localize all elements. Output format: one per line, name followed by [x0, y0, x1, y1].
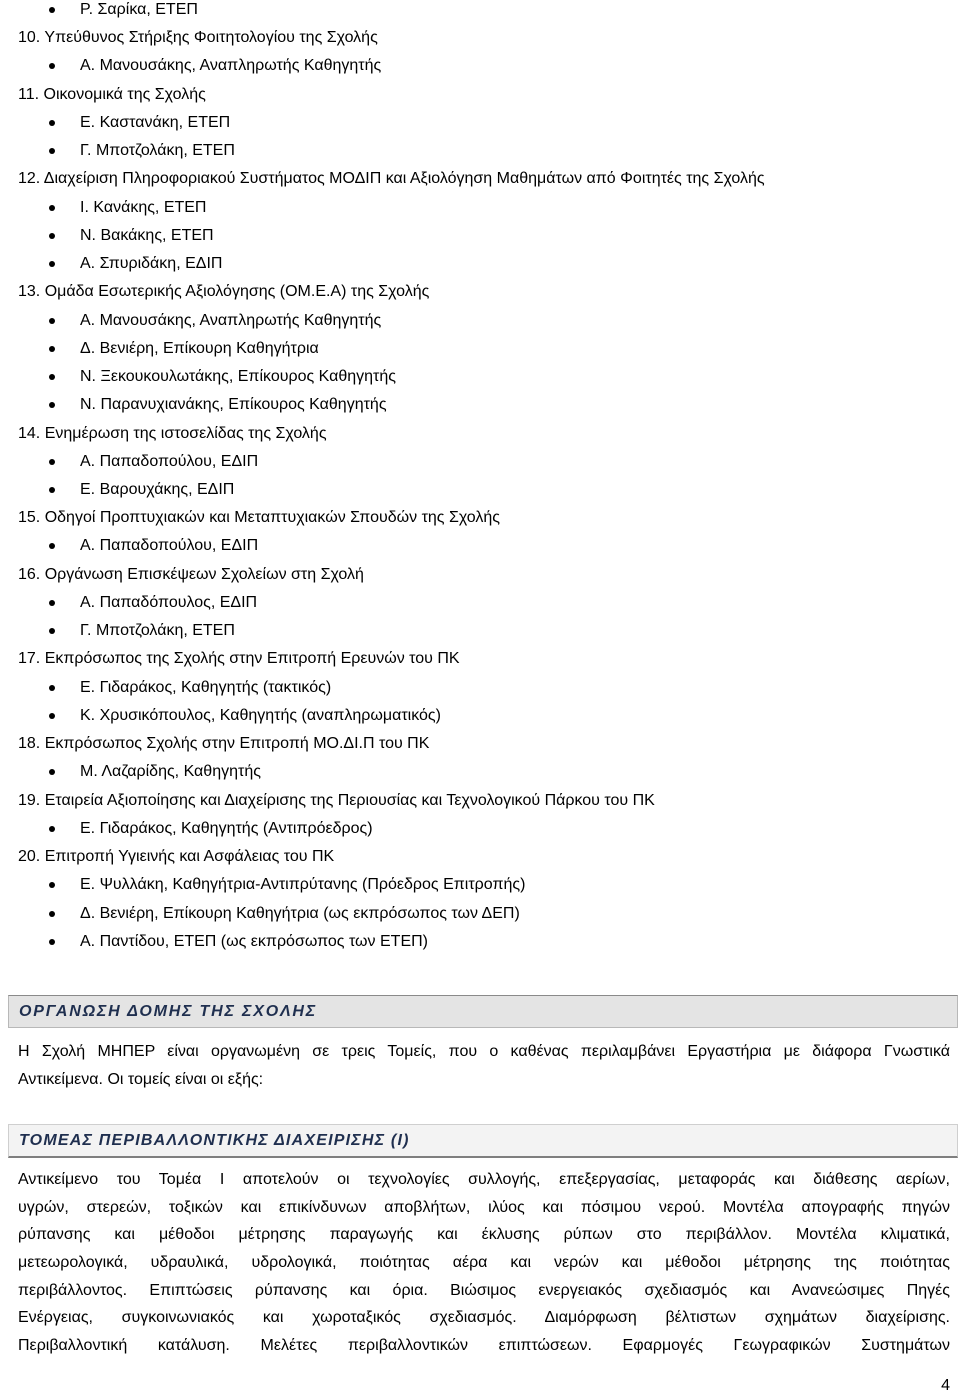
bullet-icon — [49, 7, 55, 13]
committee-title — [0, 24, 960, 52]
member-name-text: Α. Μανουσάκης, Αναπληρωτής Καθηγητής — [80, 57, 382, 75]
committee-title — [0, 420, 960, 448]
member-item — [0, 617, 960, 645]
member-item — [0, 871, 960, 899]
bullet-icon — [49, 148, 55, 154]
paragraph-line: υγρών, στερεών, τοξικών και επικίνδυνων αποβλήτων, ιλύος και πόσιμου νερού. Μοντέλα απογραφής πηγών — [18, 1198, 950, 1216]
member-item — [0, 674, 960, 702]
bullet-icon — [49, 543, 55, 549]
member-name-text: Κ. Χρυσικόπουλος, Καθηγητής (αναπληρωματικός) — [80, 706, 441, 724]
section-heading-structure-text: ΟΡΓΑΝΩΣΗ ΔΟΜΗΣ ΤΗΣ ΣΧΟΛΗΣ — [19, 1003, 318, 1020]
committee-title-text: 16. Οργάνωση Επισκέψεων Σχολείων στη Σχολή — [18, 565, 364, 583]
paragraph-line: Η Σχολή ΜΗΠΕΡ είναι οργανωμένη σε τρεις Τομείς, που ο καθένας περιλαμβάνει Εργαστήρια με διάφορα Γνωστικά — [18, 1043, 950, 1060]
member-name-text: Δ. Βενιέρη, Επίκουρη Καθηγήτρια (ως εκπρόσωπος των ΔΕΠ) — [80, 904, 520, 922]
member-item — [0, 448, 960, 476]
member-name-text: Δ. Βενιέρη, Επίκουρη Καθηγήτρια — [80, 339, 319, 357]
committee-title-text: 17. Εκπρόσωπος της Σχολής στην Επιτροπή Ερευνών του ΠΚ — [18, 650, 460, 668]
member-name-text: Ν. Παρανυχιανάκης, Επίκουρος Καθηγητής — [80, 396, 387, 414]
committee-title-text: 13. Ομάδα Εσωτερικής Αξιολόγησης (ΟΜ.Ε.Α) της Σχολής — [18, 283, 430, 301]
paragraph-line: περιβάλλοντος. Επιπτώσεις ρύπανσης και όρια. Βιώσιμος ενεργειακός σχεδιασμός και Ανανεώσιμες Πηγές — [18, 1281, 950, 1299]
committee-title-text: 12. Διαχείριση Πληροφοριακού Συστήματος ΜΟΔΙΠ και Αξιολόγηση Μαθημάτων από Φοιτητές της Σχολής — [18, 170, 765, 188]
bullet-icon — [49, 487, 55, 493]
bullet-icon — [49, 63, 55, 69]
paragraph-line: Περιβαλλοντική κατάλυση. Μελέτες περιβαλλοντικών επιπτώσεων. Εφαρμογές Γεωγραφικών Συστημάτων — [18, 1337, 950, 1355]
member-name-text: Ε. Ψυλλάκη, Καθηγήτρια-Αντιπρύτανης (Πρόεδρος Επιτροπής) — [80, 876, 526, 894]
member-name-text: Γ. Μποτζολάκη, ΕΤΕΠ — [80, 622, 235, 640]
member-item — [0, 391, 960, 419]
bullet-icon — [49, 911, 55, 917]
committee-title — [0, 278, 960, 306]
bullet-icon — [49, 826, 55, 832]
member-name-text: Α. Παπαδοπούλου, ΕΔΙΠ — [80, 537, 259, 555]
member-name-text: Α. Παπαδοπούλου, ΕΔΙΠ — [80, 452, 259, 470]
member-item — [0, 250, 960, 278]
member-item — [0, 758, 960, 786]
bullet-icon — [49, 600, 55, 606]
member-name-text: Α. Μανουσάκης, Αναπληρωτής Καθηγητής — [80, 311, 382, 329]
member-item — [0, 0, 960, 24]
member-item — [0, 222, 960, 250]
bullet-icon — [49, 713, 55, 719]
bullet-icon — [49, 628, 55, 634]
committee-title — [0, 843, 960, 871]
committee-title-text: 14. Ενημέρωση της ιστοσελίδας της Σχολής — [18, 424, 327, 442]
member-item — [0, 928, 960, 956]
bullet-icon — [49, 374, 55, 380]
committee-title-text: 20. Επιτροπή Υγιεινής και Ασφάλειας του ΠΚ — [18, 848, 335, 866]
committee-title-text: 11. Οικονομικά της Σχολής — [18, 85, 206, 103]
committee-title-text: 15. Οδηγοί Προπτυχιακών και Μεταπτυχιακών Σπουδών της Σχολής — [18, 509, 500, 527]
sector-1-paragraph — [18, 1166, 950, 1360]
bullet-icon — [49, 685, 55, 691]
bullet-icon — [49, 769, 55, 775]
member-name-text: Ε. Βαρουχάκης, ΕΔΙΠ — [80, 480, 235, 498]
bullet-icon — [49, 939, 55, 945]
structure-paragraph — [18, 1038, 950, 1094]
committee-title-text: 10. Υπεύθυνος Στήριξης Φοιτητολογίου της Σχολής — [18, 29, 378, 47]
member-item — [0, 900, 960, 928]
paragraph-line: μετεωρολογικά, υδραυλικά, υδρολογικά, ποιότητας αέρα και νερών και μέθοδοι μέτρησης της ποιότητας — [18, 1254, 950, 1272]
bullet-icon — [49, 882, 55, 888]
committee-title — [0, 165, 960, 193]
member-item — [0, 702, 960, 730]
section-heading-sector-1-text: ΤΟΜΕΑΣ ΠΕΡΙΒΑΛΛΟΝΤΙΚΗΣ ΔΙΑΧΕΙΡΙΣΗΣ (Ι) — [19, 1132, 410, 1149]
bullet-icon — [49, 233, 55, 239]
committee-title — [0, 730, 960, 758]
member-item — [0, 109, 960, 137]
member-name-text: Ι. Κανάκης, ΕΤΕΠ — [80, 198, 207, 216]
bullet-icon — [49, 402, 55, 408]
committee-title — [0, 645, 960, 673]
section-heading-sector-1 — [8, 1124, 958, 1158]
bullet-icon — [49, 346, 55, 352]
bullet-icon — [49, 459, 55, 465]
member-name-text: Ν. Ξεκουκουλωτάκης, Επίκουρος Καθηγητής — [80, 368, 396, 386]
paragraph-line: Αντικείμενα. Οι τομείς είναι οι εξής: — [18, 1071, 264, 1088]
section-heading-structure — [8, 995, 958, 1028]
paragraph-line: ρύπανσης και μέθοδοι μέτρησης παραγωγής και έκλυσης ρύπων στο περιβάλλον. Μοντέλα κλιματικά, — [18, 1226, 950, 1244]
bullet-icon — [49, 318, 55, 324]
member-name-text: Γ. Μποτζολάκη, ΕΤΕΠ — [80, 142, 235, 160]
bullet-icon — [49, 120, 55, 126]
member-name-text: Ν. Βακάκης, ΕΤΕΠ — [80, 226, 214, 244]
committee-title-text: 18. Εκπρόσωπος Σχολής στην Επιτροπή ΜΟ.ΔΙ.Π του ΠΚ — [18, 735, 430, 753]
committee-title — [0, 561, 960, 589]
bullet-icon — [49, 261, 55, 267]
member-item — [0, 476, 960, 504]
committee-title — [0, 787, 960, 815]
paragraph-line: Αντικείμενο του Τομέα Ι αποτελούν οι τεχνολογίες συλλογής, επεξεργασίας, μεταφοράς και διάθεσης αερίων, — [18, 1171, 950, 1188]
member-name-text: Ε. Καστανάκη, ΕΤΕΠ — [80, 113, 231, 131]
member-name-text: Ε. Γιδαράκος, Καθηγητής (Αντιπρόεδρος) — [80, 819, 373, 837]
member-name-text: Μ. Λαζαρίδης, Καθηγητής — [80, 763, 261, 781]
paragraph-line: Ενέργειας, συγκοινωνιακός και χωροταξικός σχεδιασμός. Διαμόρφωση βέλτιστων σχημάτων διαχείρισης. — [18, 1309, 950, 1327]
member-item — [0, 815, 960, 843]
member-name-text: Ρ. Σαρίκα, ΕΤΕΠ — [80, 1, 198, 18]
committee-title — [0, 81, 960, 109]
member-name-text: Α. Παντίδου, ΕΤΕΠ (ως εκπρόσωπος των ΕΤΕΠ) — [80, 932, 428, 950]
member-name-text: Α. Παπαδόπουλος, ΕΔΙΠ — [80, 593, 258, 611]
page-number: 4 — [941, 1377, 950, 1394]
member-item — [0, 335, 960, 363]
member-item — [0, 589, 960, 617]
member-item — [0, 52, 960, 80]
member-item — [0, 137, 960, 165]
committee-title — [0, 504, 960, 532]
member-item — [0, 532, 960, 560]
committee-title-text: 19. Εταιρεία Αξιοποίησης και Διαχείρισης της Περιουσίας και Τεχνολογικού Πάρκου του ΠΚ — [18, 791, 655, 809]
member-name-text: Ε. Γιδαράκος, Καθηγητής (τακτικός) — [80, 678, 332, 696]
member-item — [0, 307, 960, 335]
bullet-icon — [49, 205, 55, 211]
member-item — [0, 194, 960, 222]
member-name-text: Α. Σπυριδάκη, ΕΔΙΠ — [80, 255, 223, 273]
member-item — [0, 363, 960, 391]
